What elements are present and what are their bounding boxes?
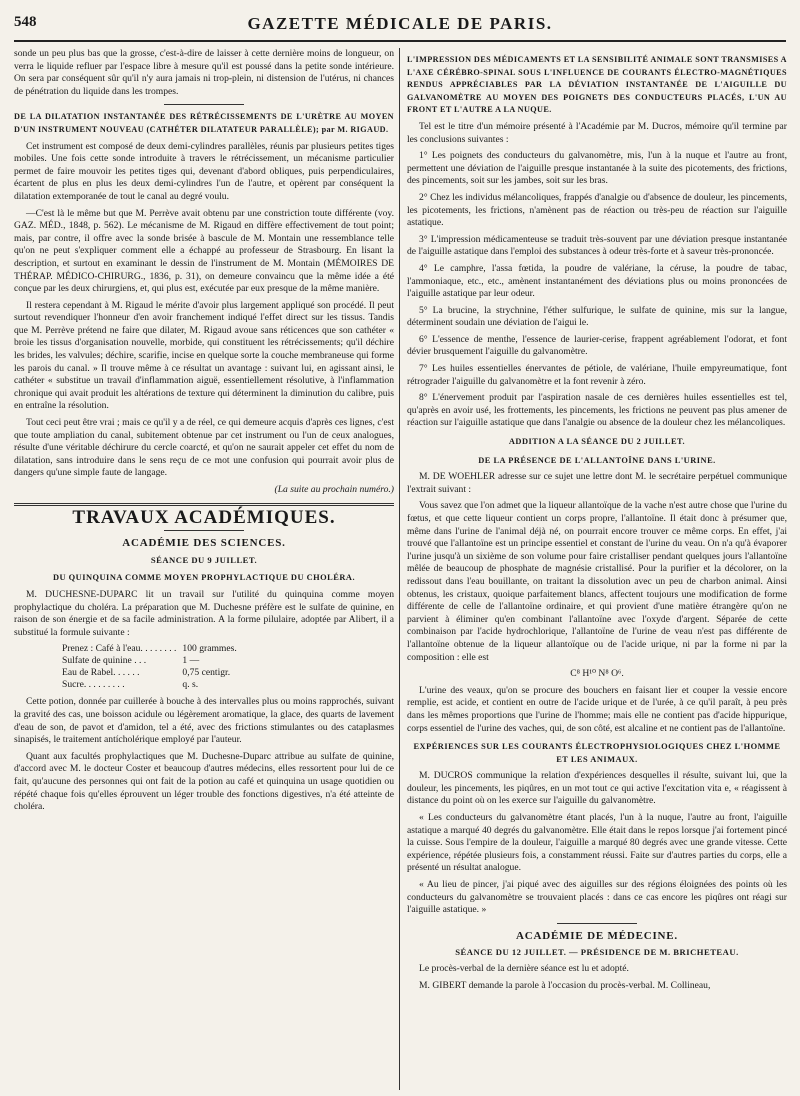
conclusion-item: 2° Chez les individus mélancoliques, frappés d'analgie ou d'absence de douleur, les pincements, les picotements, les frictions, n'amènent pas de réaction ou très-peu de réaction sur l'aiguille astatique. [407,191,787,229]
section-title: TRAVAUX ACADÉMIQUES. [72,506,336,528]
article-heading-impression: L'IMPRESSION DES MÉDICAMENTS ET LA SENSIBILITÉ ANIMALE SONT TRANSMISES A L'AXE CÉRÉBRO-SPINAL SOUS L'INFLUENCE DE COURANTS ÉLECTRO-MAGNÉTIQUES RENDUS APPRÉCIABLES PAR LA DÉVIATION INSTANTANÉE DE L'AIGUILLE DU GALVANOMÈTRE AU MOYEN DES POIGNETS DES CONDUCTEURS PLACÉS, L'UN AU FRONT ET L'AUTRE A LA NUQUE. [407,55,787,115]
paragraph: Cette potion, donnée par cuillerée à bouche à des intervalles plus ou moins rapprochés, suivant la gravité des cas, une boisson acidule ou légèrement aromatique, la glace, des quarts de lavement d'eau de son, de pavot et d'amidon, tel a été, avec des frictions stimulantes ou des cataplasmes sinapisés, le traitement antícholérique employé par l'auteur. [14,696,394,746]
paragraph: Quant aux facultés prophylactiques que M. Duchesne-Duparc attribue au sulfate de quinine, d'accord avec M. le docteur Coster et beaucoup d'autres médecins, elles ressortent pour lui de ce fait, qu'aucune des personnes qui ont fait de la potion au café et quinquina un usage quotidien ou répété chaque fois qu'elles éprouvent un léger trouble des fonctions digestives, n'a été atteinte de choléra. [14,750,394,813]
column-rule [399,48,400,1090]
paragraph: —C'est là le même but que M. Perrève avait obtenu par une constriction toute différente (voy. GAZ. MÉD., 1848, p. 562). Le mécanisme de M. Rigaud en diffère effectivement de tout point; mais, par contre, il offre avec la sonde brisée à bascule de M. Montain une ressemblance telle qu'on ne peut s'expliquer comment elle a échappé au professeur de Strasbourg. En lisant la description, et surtout en examinant le dessin de l'instrument de M. Montain (MÉMOIRES DE THÉRAP. MÉDICO-CHIRURG., 1836, p. 31), on demeure convaincu que la même idée a été conçue par les deux chirurgiens, et, qui plus est, exécutée par eux presque de la même manière. [14,207,394,295]
divider [557,923,637,924]
conclusion-item: 5° La brucine, la strychnine, l'éther sulfurique, le sulfate de quinine, mis sur la langue, déterminent soudain une déviation de l'aigui le. [407,304,787,329]
paragraph: Vous savez que l'on admet que la liqueur allantoïque de la vache n'est autre chose que l'urine du fœtus, et que cette liqueur contient un corps propre, l'allantoïne. Il était donc à présumer que, même dans l'urine de l'animal déjà né, on pourrait encore trouver ce même corps. En effet, j'ai trouvé que l'allantoïne est un principe essentiel et constant de l'urine du veau. On n'a qu'à évaporer l'urine jusqu'à un sixième de son volume pour faire cristalliser pendant quelques jours l'allantoïne mêlée de beaucoup de phosphate de magnésie cristallisé. Pour la purifier et la décolorer, on la redissout dans l'eau bouillante, on traitant la dissolution avec un peu de charbon animal. Ainsi obtenus, les cristaux, quoique parfaitement blancs, affectent toujours une modification de forme différente de celle de l'allantoïne ordinaire, et qui provient d'une matière étrangère qu'on ne parvient à éliminer qu'en combinant l'allantoïne avec l'oxyde d'argent. Séparée de cette combinaison par l'acide hydrochlorique, l'allantoïne de l'urine de veau n'est pas différente de l'allantoïne obtenue de la liqueur allantoïque ou de l'acide urique, ni par la forme ni par la composition : elle est [407,500,787,663]
prescription-row [62,679,243,691]
seance-date: SÉANCE DU 12 JUILLET. — PRÉSIDENCE DE M. BRICHETEAU. [455,947,739,958]
ingredient: Sucre. . . . . . . . . [62,679,125,691]
article-heading-quinquina: DU QUINQUINA COMME MOYEN PROPHYLACTIQUE DU CHOLÉRA. [52,573,356,583]
paragraph: L'urine des veaux, qu'on se procure des bouchers en faisant lier et couper la vessie encore remplie, est acide, et contient en outre de l'acide urique et de l'urée, à ce qu'il paraît, à peu près dans les mêmes proportions que l'urine de l'homme; mais elle ne contient pas d'acide hippurique, corps essentiel de l'urine des vaches, qui, de son côté, est alcaline et ne contient pas de l'allantoïne. [407,684,787,734]
paragraph: M. DUCHESNE-DUPARC lit un travail sur l'utilité du quinquina comme moyen prophylactique du choléra. La préparation que M. Duchesne préfère est le sulfate de quinine, en raison de son énergie et de sa facile administration. A la forme pilulaire, adoptée par Alibert, il a substitué la formule suivante : [14,588,394,638]
ingredient: Eau de Rabel. . . . . . [62,667,140,679]
page-header [14,10,786,42]
conclusion-item: 8° L'énervement produit par l'aspiration nasale de ces dernières huiles essentielles est tel, qu'après en avoir usé, les frottements, les pincements, les frictions ne peuvent pas plus amener de réaction sur l'aiguille astatique que dans l'analgie ou absence de la douleur chez les mélancoliques. [407,392,787,429]
right-column [407,48,787,1090]
prescription-row [62,667,243,679]
conclusion-item: 7° Les huiles essentielles énervantes de pétiole, de valériane, l'huile empyreumatique, font rétrograder l'aiguille du galvanomètre et la font revenir à zéro. [407,363,787,387]
divider [164,104,244,105]
section-divider [14,503,394,506]
continuation-note: (La suite au prochain numéro.) [274,484,394,495]
paragraph: M. DUCROS communique la relation d'expériences desquelles il résulte, suivant lui, que la douleur, les pincements, les piqûres, en un mot tout ce qui active l'excitation vita e, « réagissent à distance du point où on les exerce sur l'aiguille du galvanomètre. [407,770,787,807]
divider [164,530,244,531]
paragraph: Le procès-verbal de la dernière séance est lu et adopté. [419,963,629,974]
left-column [14,48,394,1090]
prescription-row [62,655,243,667]
paragraph: « Au lieu de pincer, j'ai piqué avec des aiguilles sur des régions éloignées des points où les conducteurs du galvanomètre se trouvaient placés : dans ce cas encore les piqûres ont réagi sur l'aiguille astatique. » [407,879,787,916]
conclusion-item: 1° Les poignets des conducteurs du galvanomètre, mis, l'un à la nuque et l'autre au front, permettent une déviation de l'aiguille presque instantanée à la suite des picotements, des frictions, des pincements, soit sur les jambes, soit sur les bras. [407,150,787,187]
continued-paragraph: sonde un peu plus bas que la grosse, c'est-à-dire de laisser à cette dernière moins de longueur, on verra le liquide refluer par l'espace libre à mesure qu'il est poussé dans la petite sonde intérieure. On sera par conséquent sûr qu'il n'y aura jamais ni trop-plein, ni distension de l'utérus, ni chances de pénétration du liquide dans les trompes. [14,48,394,97]
quantity: 0,75 centigr. [182,667,231,679]
quantity: 1 — [182,655,200,667]
paragraph: Tout ceci peut être vrai ; mais ce qu'il y a de réel, ce qui demeure acquis d'après ces lignes, c'est que toute ampliation du canal, subitement obtenue par cet instrument ou l'un de ceux analogues, résulte d'une véritable déchirure du cercle coarcté, et qu'on ne saurait appeler cet effet du nom de dilatation, sans introduire dans le sens reçu de ce mot une confusion qui pourrait avoir plus de dangers qu'une simple faute de langage. [14,417,394,479]
academy-heading: ACADÉMIE DES SCIENCES. [122,537,286,550]
addition-heading: ADDITION A LA SÉANCE DU 2 JUILLET. [508,437,686,447]
article-heading-allantoine: DE LA PRÉSENCE DE L'ALLANTOÏNE DANS L'URINE. [478,455,716,465]
paragraph: M. DE WOEHLER adresse sur ce sujet une lettre dont M. le secrétaire perpétuel communique l'extrait suivant : [407,471,787,495]
paragraph: M. GIBERT demande la parole à l'occasion du procès-verbal. M. Collineau, [419,979,711,991]
page-number: 548 [14,14,37,30]
ingredient: Sulfate de quinine . . . [62,655,147,667]
quantity: 100 grammes. [182,643,237,655]
article-heading-experiences: EXPÉRIENCES SUR LES COURANTS ÉLECTROPHYSIOLOGIQUES CHEZ L'HOMME ET LES ANIMAUX. [413,742,781,764]
academy-heading: ACADÉMIE DE MÉDECINE. [516,929,678,942]
quantity: q. s. [182,679,199,691]
prescription-table [62,643,243,691]
paragraph: Cet instrument est composé de deux demi-cylindres parallèles, réunis par plusieurs petites tiges mobiles. Une fois cette sonde introduite à travers le rétrécissement, un mécanisme particulier permet de faire mouvoir les petites tiges qui, devenant d'abord obliques, puis perpendiculaires, écartent de plus en plus les deux demi-cylindres l'un de l'autre, et opèrent par conséquent la dilatation extemporanée de tout le canal au degré voulu. [14,140,394,202]
paragraph: « Les conducteurs du galvanomètre étant placés, l'un à la nuque, l'autre au front, l'aiguille astatique a marqué 40 degrés du galvanomètre. Elle était dans le repos lorsque j'ai fortement pincé la cuisse. Sous l'empire de la douleur, l'aiguille a marqué 80 degrés avec une grande vitesse. Cette expérience, répétée plusieurs fois, a constamment réussi. Faite sur d'autres parties du corps, elle a présenté un résultat analogue. [407,812,787,874]
conclusion-item: 3° L'impression médicamenteuse se traduit très-souvent par une déviation presque instantanée de l'aiguille astatique dans l'emploi des substances à odeur très-forte et à saveur très-prononcée. [407,233,787,258]
prescription-row [62,643,243,655]
conclusion-item: 4° Le camphre, l'assa fœtida, la poudre de valériane, la céruse, la poudre de tabac, l'ammoniaque, etc., etc., amènent instantanément des déviations plus ou moins prononcées de l'aiguille astatique par leur odeur. [407,262,787,300]
paragraph: Il restera cependant à M. Rigaud le mérite d'avoir plus largement appliqué son procédé. Il peut surtout revendiquer l'honneur d'en avoir franchement indiqué l'effet direct sur les tissus. Tandis que M. Perrève prétend ne faire que dilater, M. Rigaud avoue sans réticences que son cathéter « broie les tissus d'organisation nouvelle, morbide, qui constituent les rétrécissements; qu'il déchire les brides, les valvules; déchire, scarifie, incise en quelque sorte la couche membraneuse qui forme les parois du canal. » Il trouve même à ce résultat un avantage : suivant lui, en agissant ainsi, le cathéter « substitue un travail d'inflammation aiguë, essentiellement résolutive, à l'inflammation chronique qui avait produit les altérations de texture qui déterminent la diminution du calibre, puis en entraîne la résolution. [14,299,394,412]
chemical-formula: C⁸ H¹⁰ N⁸ O⁶. [570,668,624,680]
article-heading-dilatation: DE LA DILATATION INSTANTANÉE DES RÉTRÉCISSEMENTS DE L'URÈTRE AU MOYEN D'UN INSTRUMENT NOUVEAU (CATHÉTER DILATATEUR PARALLÈLE); par M. RIGAUD. [14,112,394,134]
conclusion-item: 6° L'essence de menthe, l'essence de laurier-cerise, frappent agréablement l'odorat, et font dévier brusquement l'aiguille du galvanomètre. [407,333,787,358]
journal-title: GAZETTE MÉDICALE DE PARIS. [247,14,553,33]
ingredient: Prenez : Café à l'eau. . . . . . . . [62,643,177,655]
paragraph: Tel est le titre d'un mémoire présenté à l'Académie par M. Ducros, mémoire qu'il termine par les conclusions suivantes : [407,120,787,145]
seance-date: SÉANCE DU 9 JUILLET. [150,554,258,565]
